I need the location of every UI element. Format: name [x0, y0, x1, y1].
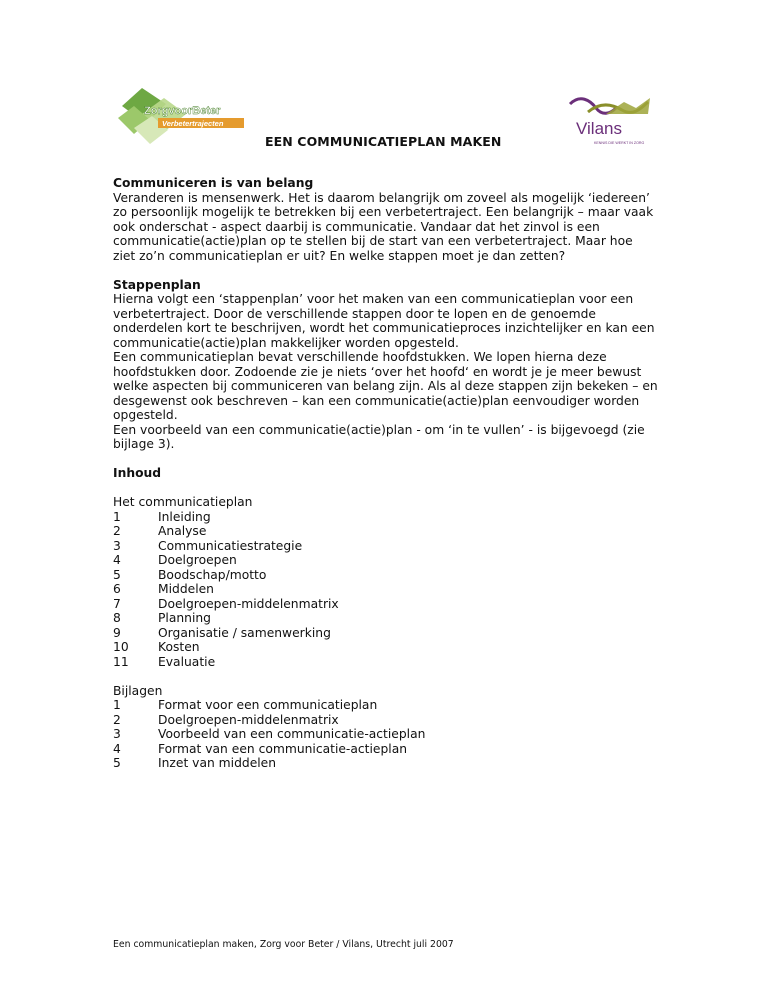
contents-item	[113, 568, 658, 583]
item-label: Doelgroepen-middelenmatrix	[158, 596, 339, 611]
contents-item	[113, 524, 658, 539]
item-number: 4	[113, 553, 121, 567]
item-number: 2	[113, 712, 121, 727]
vilans-logo-tagline: KENNIS DIE WERKT IN ZORG	[594, 141, 645, 145]
paragraph-stappenplan-2: Een communicatieplan bevat verschillende hoofdstukken. We lopen hierna deze hoofdstukken door. Zodoende zie je niets ‘over het hoofd‘ en wordt je je meer bewust welke aspecten bij communiceren van belang zijn. Als al deze stappen zijn bekeken – en desgewenst ook beschreven – kan een communicatie(actie)plan eenvoudiger worden opgesteld.	[113, 350, 658, 422]
item-label: Format van een communicatie-actieplan	[158, 741, 408, 756]
vilans-logo-text: Vilans	[576, 119, 622, 138]
item-number: 6	[113, 582, 121, 596]
zorgvoorbeter-logo-subtext: Verbetertrajecten	[162, 119, 224, 128]
section-heading-stappenplan: Stappenplan	[113, 277, 201, 292]
page-title: EEN COMMUNICATIEPLAN MAKEN	[265, 134, 502, 149]
item-number: 5	[113, 567, 121, 582]
bijlagen-list	[113, 698, 658, 771]
paragraph-communiceren: Veranderen is mensenwerk. Het is daarom belangrijk om zoveel als mogelijk ‘iedereen’ zo persoonlijk mogelijk te betrekken bij een verbetertraject. Een belangrijk – maar vaak ook onderschat - aspect daarbij is communicatie. Vandaar dat het zinvol is een communicatie(actie)plan op te stellen bij de start van een verbetertraject. Maar hoe ziet zo’n communicatieplan er uit? En welke stappen moet je dan zetten?	[113, 190, 654, 263]
plan-title: Het communicatieplan	[113, 495, 253, 509]
contents-item	[113, 640, 658, 655]
bijlage-item	[113, 742, 658, 757]
item-label: Planning	[158, 611, 211, 625]
item-label: Evaluatie	[158, 654, 216, 669]
item-number: 3	[113, 727, 121, 741]
item-number: 3	[113, 538, 121, 553]
item-number: 7	[113, 596, 121, 611]
item-label: Communicatiestrategie	[158, 538, 303, 553]
item-number: 9	[113, 625, 121, 640]
item-label: Doelgroepen	[158, 553, 237, 567]
item-number: 2	[113, 524, 121, 538]
item-number: 10	[113, 640, 129, 654]
item-number: 1	[113, 509, 121, 524]
item-number: 1	[113, 698, 121, 712]
bijlage-item	[113, 698, 658, 713]
item-label: Organisatie / samenwerking	[158, 625, 331, 640]
item-number: 4	[113, 741, 121, 756]
item-label: Middelen	[158, 582, 214, 596]
item-label: Voorbeeld van een communicatie-actieplan	[158, 727, 426, 741]
item-label: Format voor een communicatieplan	[158, 698, 378, 712]
zorgvoorbeter-logo	[112, 84, 248, 150]
vilans-logo	[566, 92, 652, 150]
item-label: Inleiding	[158, 509, 211, 524]
section-heading-inhoud: Inhoud	[113, 466, 162, 480]
item-number: 11	[113, 654, 129, 669]
item-label: Analyse	[158, 524, 207, 538]
paragraph-stappenplan-3: Een voorbeeld van een communicatie(actie)plan - om ‘in te vullen’ - is bijgevoegd (zie bijlage 3).	[113, 422, 645, 451]
paragraph-stappenplan-1: Hierna volgt een ‘stappenplan’ voor het maken van een communicatieplan voor een verbetertraject. Door de verschillende stappen door te lopen en de genoemde onderdelen kort te beschrijven, wordt het communicatieproces inzichtelijker en kan een communicatie(actie)plan makkelijker worden opgesteld.	[113, 292, 655, 350]
contents-item	[113, 597, 658, 612]
contents-item	[113, 611, 658, 626]
item-label: Inzet van middelen	[158, 756, 277, 770]
bijlagen-title: Bijlagen	[113, 683, 163, 698]
page-footer: Een communicatieplan maken, Zorg voor Beter / Vilans, Utrecht juli 2007	[113, 939, 454, 950]
document-body	[113, 176, 658, 771]
bijlage-item	[113, 756, 658, 771]
bijlage-item	[113, 727, 658, 742]
contents-list	[113, 510, 658, 670]
bijlage-item	[113, 713, 658, 728]
item-number: 8	[113, 611, 121, 625]
contents-item	[113, 582, 658, 597]
section-heading-communiceren: Communiceren is van belang	[113, 176, 314, 190]
contents-item	[113, 655, 658, 670]
item-label: Kosten	[158, 640, 200, 654]
item-label: Doelgroepen-middelenmatrix	[158, 712, 339, 727]
item-label: Boodschap/motto	[158, 567, 267, 582]
zorgvoorbeter-logo-text: ZorgvoorBeter	[144, 105, 221, 117]
contents-item	[113, 510, 658, 525]
contents-item	[113, 626, 658, 641]
item-number: 5	[113, 756, 121, 770]
contents-item	[113, 539, 658, 554]
contents-item	[113, 553, 658, 568]
